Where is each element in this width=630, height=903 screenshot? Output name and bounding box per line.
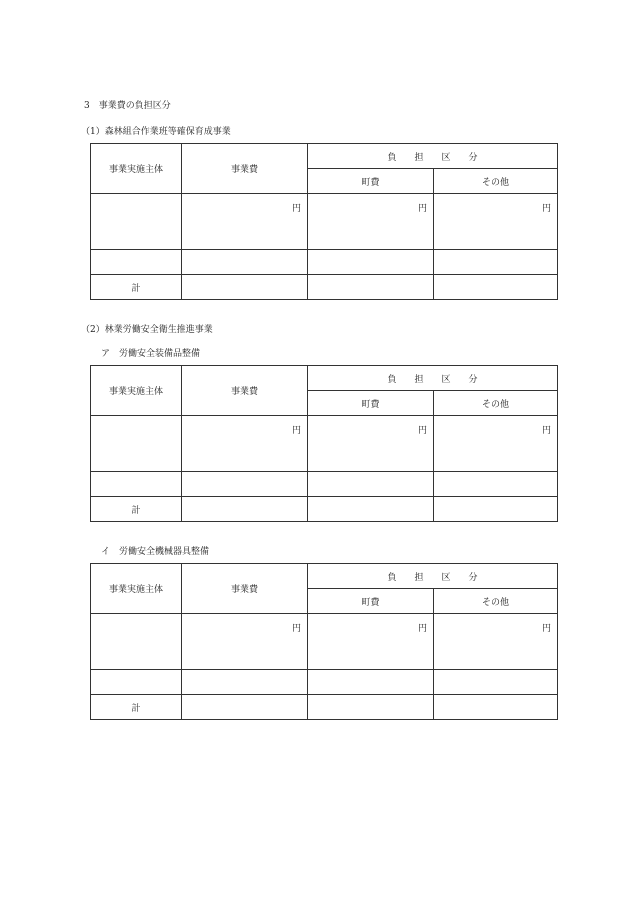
cell-other-unit: 円 [434,614,558,670]
cell-cost-unit: 円 [182,416,308,472]
cell-empty [308,472,434,497]
cell-empty [308,670,434,695]
cell-empty [182,497,308,522]
cell-empty [91,472,182,497]
burden-table-3 [90,563,558,720]
cell-empty [434,695,558,720]
cell-entity [91,194,182,250]
cell-empty [182,250,308,275]
header-town: 町費 [308,391,434,416]
cell-empty [91,670,182,695]
header-entity: 事業実施主体 [91,366,182,416]
header-burden: 負担区分 [308,366,558,391]
section1-title: （1）森林組合作業班等確保育成事業 [81,127,231,137]
section2-title: （2）林業労働安全衛生推進事業 [81,325,213,335]
cell-empty [434,275,558,300]
header-cost: 事業費 [182,144,308,194]
cell-entity [91,416,182,472]
header-burden: 負担区分 [308,144,558,169]
cell-entity [91,614,182,670]
section2-sub-b: イ 労働安全機械器具整備 [101,547,210,557]
header-other: その他 [434,169,558,194]
section-heading: 3 事業費の負担区分 [84,101,171,111]
cell-empty [182,472,308,497]
cell-cost-unit: 円 [182,614,308,670]
header-other: その他 [434,589,558,614]
header-burden: 負担区分 [308,564,558,589]
cell-empty [308,275,434,300]
cell-other-unit: 円 [434,416,558,472]
cell-empty [91,250,182,275]
cell-empty [434,472,558,497]
cell-town-unit: 円 [308,614,434,670]
cell-empty [434,497,558,522]
cell-empty [182,695,308,720]
header-entity: 事業実施主体 [91,564,182,614]
header-other: その他 [434,391,558,416]
burden-table-2 [90,365,558,522]
cell-empty [308,695,434,720]
cell-empty [182,670,308,695]
header-cost: 事業費 [182,564,308,614]
cell-empty [434,670,558,695]
cell-town-unit: 円 [308,194,434,250]
cell-empty [182,275,308,300]
cell-empty [308,250,434,275]
header-town: 町費 [308,169,434,194]
cell-town-unit: 円 [308,416,434,472]
total-label: 計 [91,695,182,720]
total-label: 計 [91,497,182,522]
section2-sub-a: ア 労働安全装備品整備 [101,349,201,359]
header-town: 町費 [308,589,434,614]
cell-empty [434,250,558,275]
header-cost: 事業費 [182,366,308,416]
cell-empty [308,497,434,522]
cell-other-unit: 円 [434,194,558,250]
header-entity: 事業実施主体 [91,144,182,194]
burden-table-1 [90,143,558,300]
total-label: 計 [91,275,182,300]
cell-cost-unit: 円 [182,194,308,250]
